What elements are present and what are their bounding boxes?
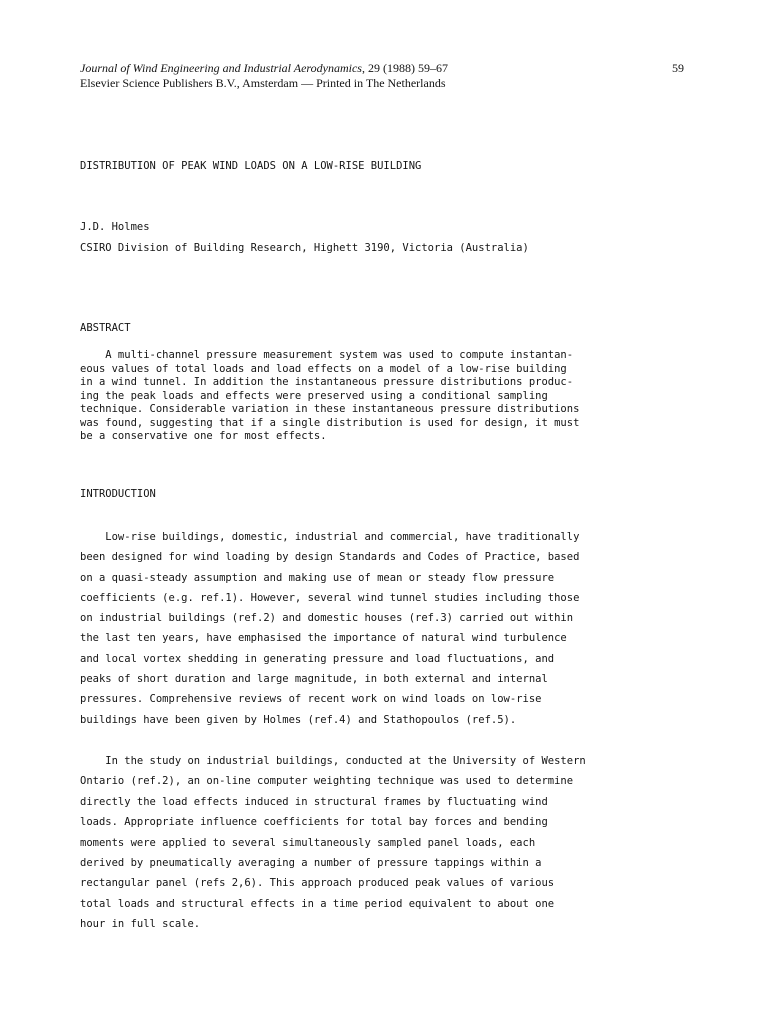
paragraph-line: directly the load effects induced in structural frames by fluctuating wind bbox=[80, 795, 548, 808]
paragraph-line: the last ten years, have emphasised the importance of natural wind turbulence bbox=[80, 632, 567, 645]
journal-citation-line bbox=[80, 61, 640, 76]
article-title: DISTRIBUTION OF PEAK WIND LOADS ON A LOW-RISE BUILDING bbox=[80, 160, 422, 172]
introduction-heading: INTRODUCTION bbox=[80, 488, 156, 500]
paragraph-line: derived by pneumatically averaging a number of pressure tappings within a bbox=[80, 857, 542, 870]
paragraph-line: hour in full scale. bbox=[80, 918, 201, 931]
abstract-line: in a wind tunnel. In addition the instantaneous pressure distributions produc- bbox=[80, 376, 574, 388]
abstract-heading: ABSTRACT bbox=[80, 322, 131, 334]
introduction-paragraph-1 bbox=[80, 527, 680, 730]
paragraph-line: on industrial buildings (ref.2) and domestic houses (ref.3) carried out within bbox=[80, 612, 574, 625]
paragraph-line: peaks of short duration and large magnitude, in both external and internal bbox=[80, 673, 548, 686]
abstract-line: was found, suggesting that if a single distribution is used for design, it must bbox=[80, 416, 580, 429]
paragraph-line: been designed for wind loading by design Standards and Codes of Practice, based bbox=[80, 551, 580, 564]
paragraph-line: Ontario (ref.2), an on-line computer weighting technique was used to determine bbox=[80, 775, 574, 788]
abstract-line: A multi-channel pressure measurement system was used to compute instantan- bbox=[80, 349, 574, 361]
journal-citation: , 29 (1988) 59–67 bbox=[361, 61, 448, 75]
paragraph-line: total loads and structural effects in a time period equivalent to about one bbox=[80, 897, 555, 910]
paragraph-line: coefficients (e.g. ref.1). However, several wind tunnel studies including those bbox=[80, 591, 580, 604]
abstract-line: be a conservative one for most effects. bbox=[80, 430, 327, 442]
paragraph-line: pressures. Comprehensive reviews of recent work on wind loads on low-rise bbox=[80, 693, 542, 706]
paragraph-line: rectangular panel (refs 2,6). This approach produced peak values of various bbox=[80, 877, 555, 890]
abstract-line: technique. Considerable variation in these instantaneous pressure distributions bbox=[80, 403, 580, 415]
abstract-line: eous values of total loads and load effects on a model of a low-rise building bbox=[80, 362, 567, 375]
paragraph-line: moments were applied to several simultaneously sampled panel loads, each bbox=[80, 836, 536, 849]
paragraph-line: on a quasi-steady assumption and making use of mean or steady flow pressure bbox=[80, 571, 555, 584]
publisher-line: Elsevier Science Publishers B.V., Amsterdam — Printed in The Netherlands bbox=[80, 76, 446, 90]
journal-name: Journal of Wind Engineering and Industrial Aerodynamics bbox=[80, 61, 362, 75]
journal-header bbox=[80, 61, 640, 91]
paragraph-line: and local vortex shedding in generating pressure and load fluctuations, and bbox=[80, 652, 555, 665]
paragraph-line: In the study on industrial buildings, conducted at the University of Western bbox=[80, 755, 586, 767]
introduction-paragraph-2 bbox=[80, 751, 680, 935]
paragraph-line: buildings have been given by Holmes (ref.4) and Stathopoulos (ref.5). bbox=[80, 713, 517, 726]
abstract-line: ing the peak loads and effects were preserved using a conditional sampling bbox=[80, 389, 548, 402]
author-name: J.D. Holmes bbox=[80, 221, 150, 233]
paragraph-line: Low-rise buildings, domestic, industrial and commercial, have traditionally bbox=[80, 531, 580, 543]
paragraph-line: loads. Appropriate influence coefficients for total bay forces and bending bbox=[80, 816, 548, 829]
page-number: 59 bbox=[672, 61, 684, 75]
author-affiliation: CSIRO Division of Building Research, Highett 3190, Victoria (Australia) bbox=[80, 242, 529, 254]
abstract-body bbox=[80, 349, 680, 444]
